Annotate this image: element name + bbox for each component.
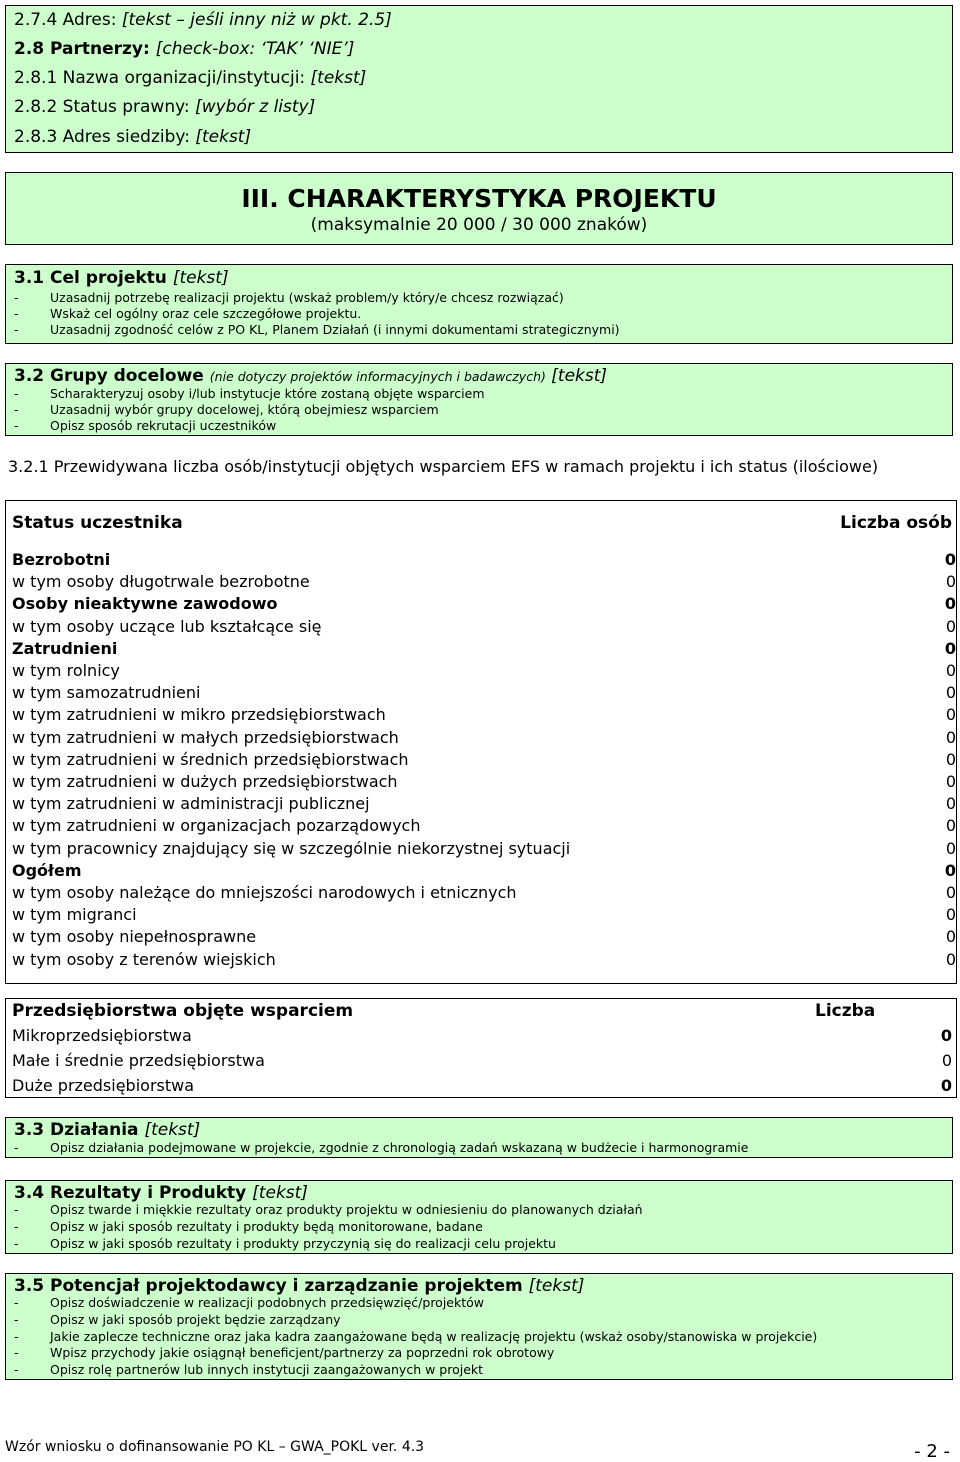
row-value: 0 <box>940 1075 952 1095</box>
section-3-3 <box>5 1117 953 1158</box>
row-value: 0 <box>944 638 956 658</box>
title-tag: [tekst] <box>144 1120 201 1140</box>
row-value: 0 <box>945 749 956 769</box>
item-text: Uzasadnij wybór grupy docelowej, którą obejmiesz wsparciem <box>50 402 439 417</box>
footer-form-version: Wzór wniosku o dofinansowanie PO KL – GWA_POKL ver. 4.3 <box>5 1439 425 1455</box>
item-text: Scharakteryzuj osoby i/lub instytucje które zostaną objęte wsparciem <box>50 386 485 401</box>
row-value: 0 <box>945 883 956 902</box>
title-text: 3.5 Potencjał projektodawcy i zarządzanie projektem <box>14 1276 529 1296</box>
row-label: w tym zatrudnieni w mikro przedsiębiorstwach <box>12 705 386 725</box>
dash: - <box>14 1312 19 1327</box>
field-type: [check-box: ‘TAK’ ‘NIE’] <box>155 39 355 59</box>
dash: - <box>14 290 19 305</box>
field-2-7-4 <box>14 10 392 30</box>
enterprises-table-header <box>12 1001 952 1021</box>
section-3-5-title <box>14 1276 584 1296</box>
row-label: w tym samozatrudnieni <box>12 683 201 703</box>
section-title: III. CHARAKTERYSTYKA PROJEKTU <box>241 184 717 213</box>
list-item <box>14 1345 554 1361</box>
list-item <box>14 1236 556 1252</box>
field-2-8 <box>14 39 354 59</box>
item-text: Wskaż cel ogólny oraz cele szczegółowe projektu. <box>50 306 362 321</box>
item-text: Opisz działania podejmowane w projekcie, zgodnie z chronologią zadań wskazaną w budżecie i harmonogramie <box>50 1140 749 1155</box>
list-item <box>14 1362 483 1378</box>
row-label: w tym zatrudnieni w dużych przedsiębiorstwach <box>12 772 398 791</box>
footer-page-number: - 2 - <box>914 1441 950 1462</box>
list-item <box>14 290 564 306</box>
row-value: 0 <box>945 927 956 947</box>
row-value: 0 <box>945 838 956 858</box>
applicant-fields-block <box>5 5 953 153</box>
list-item <box>14 1295 484 1311</box>
row-label: w tym osoby niepełnosprawne <box>12 927 257 947</box>
dash: - <box>14 386 19 401</box>
list-item <box>14 1329 817 1345</box>
section-3-2-title <box>14 366 607 387</box>
field-type: [wybór z listy] <box>195 97 316 117</box>
dash: - <box>14 1362 19 1377</box>
row-value: 0 <box>945 905 956 925</box>
section-header <box>5 172 953 245</box>
row-label: Osoby nieaktywne zawodowo <box>12 594 278 614</box>
row-label: Małe i średnie przedsiębiorstwa <box>12 1050 265 1070</box>
field-2-8-2 <box>14 97 315 117</box>
row-label: w tym osoby długotrwale bezrobotne <box>12 572 310 592</box>
list-item <box>14 322 620 338</box>
title-tag: [tekst] <box>528 1276 585 1296</box>
item-text: Wpisz przychody jakie osiągnął beneficjent/partnerzy za poprzedni rok obrotowy <box>50 1345 555 1360</box>
dash: - <box>14 1236 19 1251</box>
section-3-2 <box>5 363 953 436</box>
field-type: [tekst – jeśli inny niż w pkt. 2.5] <box>121 10 392 30</box>
section-3-1 <box>5 264 953 344</box>
item-text: Opisz w jaki sposób projekt będzie zarządzany <box>50 1312 341 1327</box>
row-value: 0 <box>945 727 956 747</box>
list-item <box>14 418 276 434</box>
header-value: Liczba <box>815 1001 876 1021</box>
row-label: Mikroprzedsiębiorstwa <box>12 1026 192 1045</box>
field-2-8-1 <box>14 68 366 88</box>
row-label: w tym zatrudnieni w małych przedsiębiorstwach <box>12 727 399 747</box>
row-value: 0 <box>945 705 956 725</box>
section-3-1-title <box>14 268 229 288</box>
title-tag: [tekst] <box>252 1183 308 1203</box>
field-2-8-3 <box>14 127 251 147</box>
title-text: 3.1 Cel projektu <box>14 268 173 288</box>
section-3-4 <box>5 1180 953 1254</box>
row-value: 0 <box>945 794 956 814</box>
item-text: Opisz rolę partnerów lub innych instytucji zaangażowanych w projekt <box>50 1362 484 1377</box>
title-text: 3.3 Działania <box>14 1120 145 1140</box>
dash: - <box>14 1202 19 1217</box>
header-label: Status uczestnika <box>12 513 183 533</box>
dash: - <box>14 1140 19 1155</box>
dash: - <box>14 402 19 417</box>
list-item <box>14 402 439 418</box>
item-text: Opisz w jaki sposób rezultaty i produkty przyczynią się do realizacji celu projektu <box>50 1236 556 1251</box>
header-value: Liczba osób <box>840 513 952 533</box>
row-value: 0 <box>945 572 956 592</box>
row-value: 0 <box>945 661 956 680</box>
row-label: Bezrobotni <box>12 550 111 569</box>
section-3-4-title <box>14 1183 308 1203</box>
section-subtitle: (maksymalnie 20 000 / 30 000 znaków) <box>310 215 648 235</box>
row-value: 0 <box>941 1050 952 1070</box>
row-label: w tym rolnicy <box>12 661 120 680</box>
row-label: Duże przedsiębiorstwa <box>12 1075 195 1095</box>
section-3-5 <box>5 1273 953 1380</box>
field-label: 2.8 Partnerzy: <box>14 39 156 59</box>
list-item <box>14 1312 341 1328</box>
dash: - <box>14 1345 19 1360</box>
item-text: Uzasadnij zgodność celów z PO KL, Planem Działań (i innymi dokumentami strategicznymi) <box>50 322 620 337</box>
dash: - <box>14 1219 19 1234</box>
list-item <box>14 1219 483 1235</box>
row-value: 0 <box>944 550 956 569</box>
field-label: 2.7.4 Adres: <box>14 10 122 30</box>
subsection-3-2-1-title: 3.2.1 Przewidywana liczba osób/instytucji objętych wsparciem EFS w ramach projektu i ich status (ilościowe) <box>8 457 879 476</box>
row-value: 0 <box>944 860 956 880</box>
item-text: Opisz twarde i miękkie rezultaty oraz produkty projektu w odniesieniu do planowanych działań <box>50 1202 643 1217</box>
title-text: 3.2 Grupy docelowe <box>14 366 210 386</box>
dash: - <box>14 1329 19 1344</box>
field-label: 2.8.3 Adres siedziby: <box>14 127 196 147</box>
row-value: 0 <box>944 594 956 614</box>
field-type: [tekst] <box>310 68 367 88</box>
header-label: Przedsiębiorstwa objęte wsparciem <box>12 1001 354 1021</box>
row-label: w tym migranci <box>12 905 137 925</box>
row-value: 0 <box>945 772 956 791</box>
list-item <box>14 1202 643 1218</box>
row-label: w tym osoby należące do mniejszości narodowych i etnicznych <box>12 883 517 902</box>
row-label: Zatrudnieni <box>12 638 118 658</box>
row-label: Ogółem <box>12 860 82 880</box>
list-item <box>14 306 361 322</box>
item-text: Opisz w jaki sposób rezultaty i produkty będą monitorowane, badane <box>50 1219 483 1234</box>
list-item <box>14 386 485 402</box>
item-text: Uzasadnij potrzebę realizacji projektu (wskaż problem/y który/e chcesz rozwiązać) <box>50 290 564 305</box>
participants-table-header <box>12 503 952 547</box>
row-value: 0 <box>940 1026 952 1045</box>
row-value: 0 <box>945 816 956 836</box>
item-text: Opisz doświadczenie w realizacji podobnych przedsięwzięć/projektów <box>50 1295 485 1310</box>
field-type: [tekst] <box>195 127 252 147</box>
row-label: w tym osoby z terenów wiejskich <box>12 949 276 969</box>
dash: - <box>14 306 19 321</box>
row-label: w tym zatrudnieni w organizacjach pozarządowych <box>12 816 421 836</box>
row-label: w tym osoby uczące lub kształcące się <box>12 616 322 636</box>
row-value: 0 <box>945 949 956 969</box>
field-label: 2.8.1 Nazwa organizacji/instytucji: <box>14 68 311 88</box>
row-value: 0 <box>945 683 956 703</box>
row-label: w tym zatrudnieni w średnich przedsiębiorstwach <box>12 749 409 769</box>
dash: - <box>14 1295 19 1310</box>
item-text: Opisz sposób rekrutacji uczestników <box>50 418 277 433</box>
row-label: w tym zatrudnieni w administracji publicznej <box>12 794 370 814</box>
item-text: Jakie zaplecze techniczne oraz jaka kadra zaangażowane będą w realizację projektu (wskaż osoby/stanowiska w projekcie) <box>50 1329 818 1344</box>
field-label: 2.8.2 Status prawny: <box>14 97 196 117</box>
title-text: 3.4 Rezultaty i Produkty <box>14 1183 253 1203</box>
section-3-3-title <box>14 1120 200 1140</box>
list-item <box>14 1140 748 1156</box>
dash: - <box>14 322 19 337</box>
title-tag: [tekst] <box>172 268 229 288</box>
title-tag: [tekst] <box>551 366 608 386</box>
row-value: 0 <box>945 616 956 636</box>
title-note: (nie dotyczy projektów informacyjnych i badawczych) <box>209 369 546 384</box>
dash: - <box>14 418 19 433</box>
row-label: w tym pracownicy znajdujący się w szczególnie niekorzystnej sytuacji <box>12 838 571 858</box>
